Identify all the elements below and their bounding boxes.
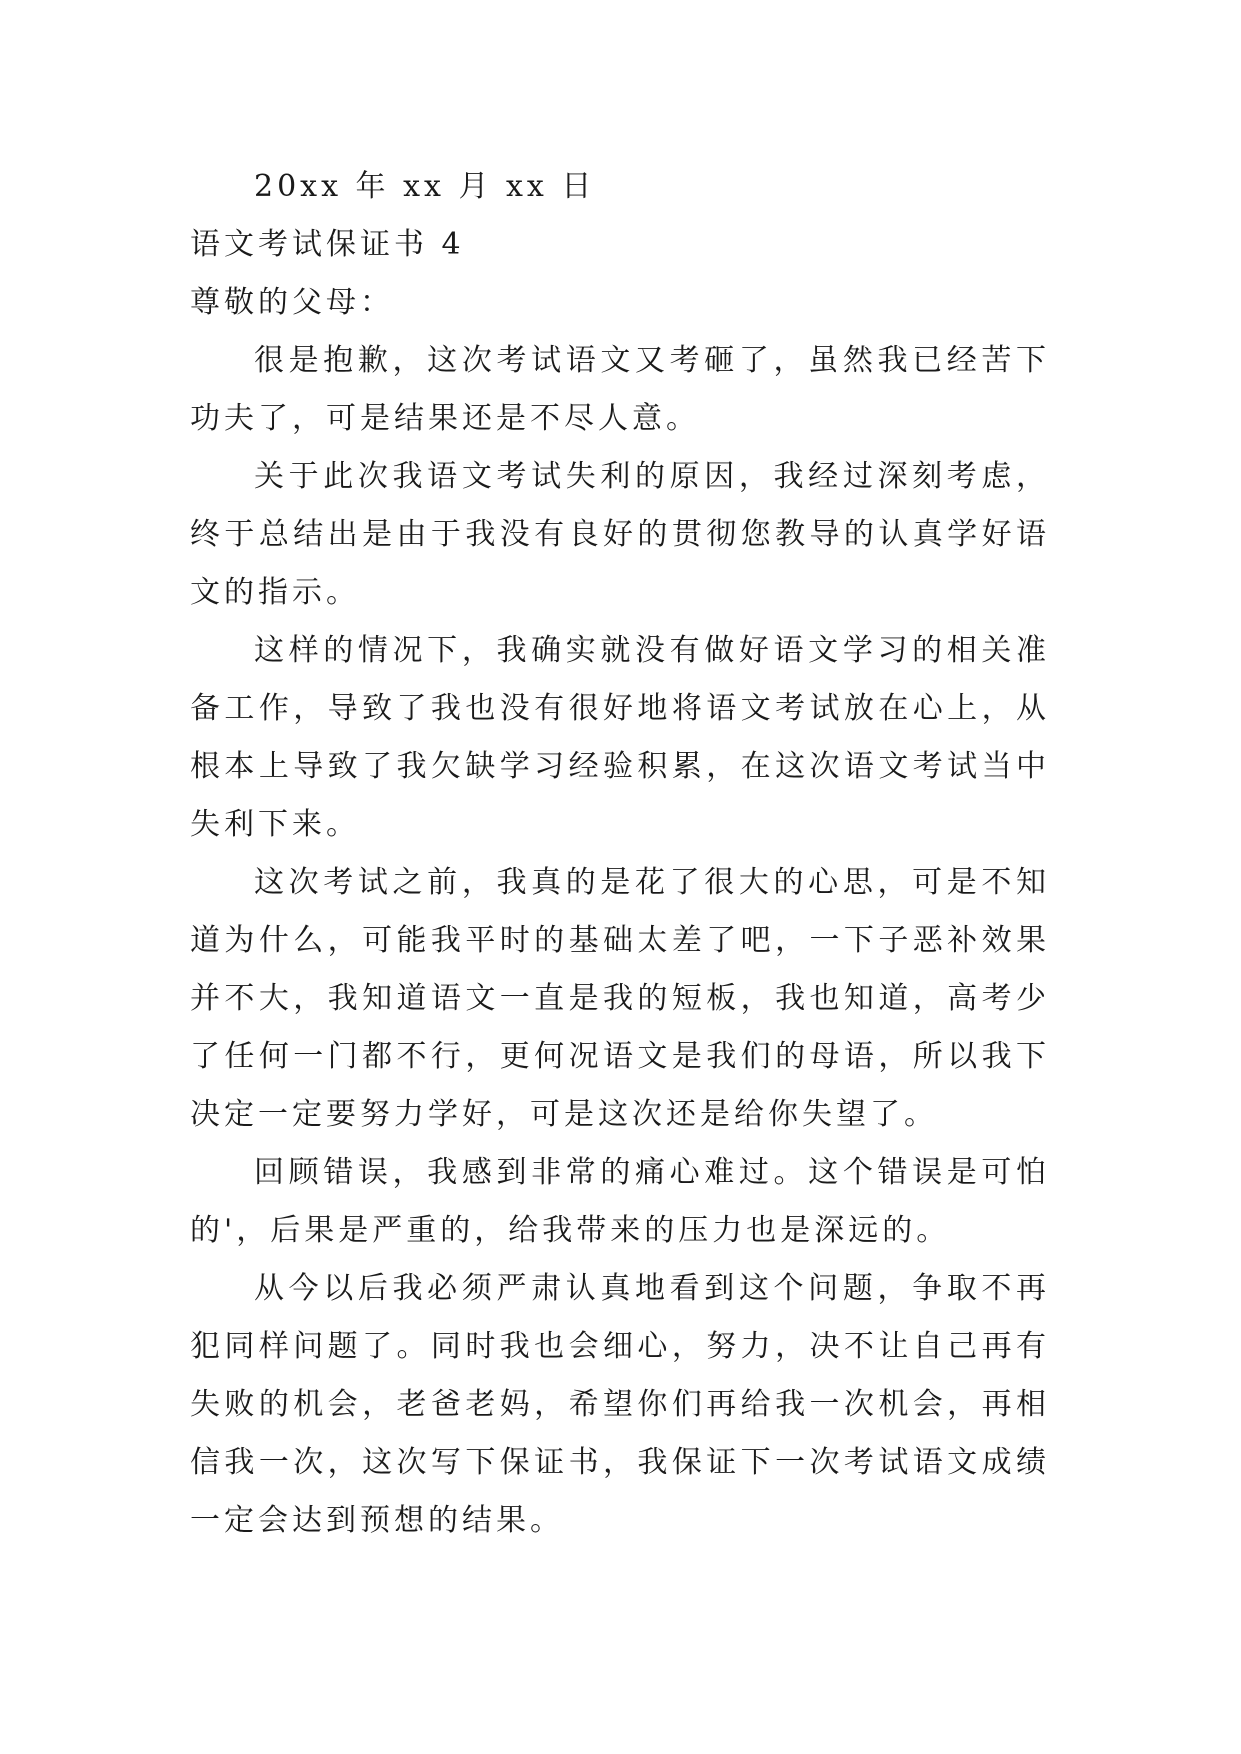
- paragraph-4: 这次考试之前，我真的是花了很大的心思，可是不知道为什么，可能我平时的基础太差了吧，一下子恶补效果并不大，我知道语文一直是我的短板，我也知道，高考少了任何一门都不行，更何况语文是我们的母语，所以我下决定一定要努力学好，可是这次还是给你失望了。: [190, 865, 1050, 1132]
- paragraph-3: 这样的情况下，我确实就没有做好语文学习的相关准备工作，导致了我也没有很好地将语文考试放在心上，从根本上导致了我欠缺学习经验积累，在这次语文考试当中失利下来。: [190, 633, 1050, 842]
- document-body: [190, 158, 1050, 1550]
- paragraph-6: 从今以后我必须严肃认真地看到这个问题，争取不再犯同样问题了。同时我也会细心，努力，决不让自己再有失败的机会，老爸老妈，希望你们再给我一次机会，再相信我一次，这次写下保证书，我保证下一次考试语文成绩一定会达到预想的结果。: [190, 1271, 1050, 1538]
- paragraph-5: 回顾错误，我感到非常的痛心难过。这个错误是可怕的'，后果是严重的，给我带来的压力也是深远的。: [190, 1155, 1050, 1248]
- paragraph-2: 关于此次我语文考试失利的原因，我经过深刻考虑，终于总结出是由于我没有良好的贯彻您教导的认真学好语文的指示。: [190, 459, 1050, 610]
- document-title: 语文考试保证书 4: [190, 227, 465, 262]
- document-date: 20xx 年 xx 月 xx 日: [254, 169, 596, 204]
- paragraph-1: 很是抱歉，这次考试语文又考砸了，虽然我已经苦下功夫了，可是结果还是不尽人意。: [190, 343, 1050, 436]
- salutation: 尊敬的父母：: [190, 285, 394, 320]
